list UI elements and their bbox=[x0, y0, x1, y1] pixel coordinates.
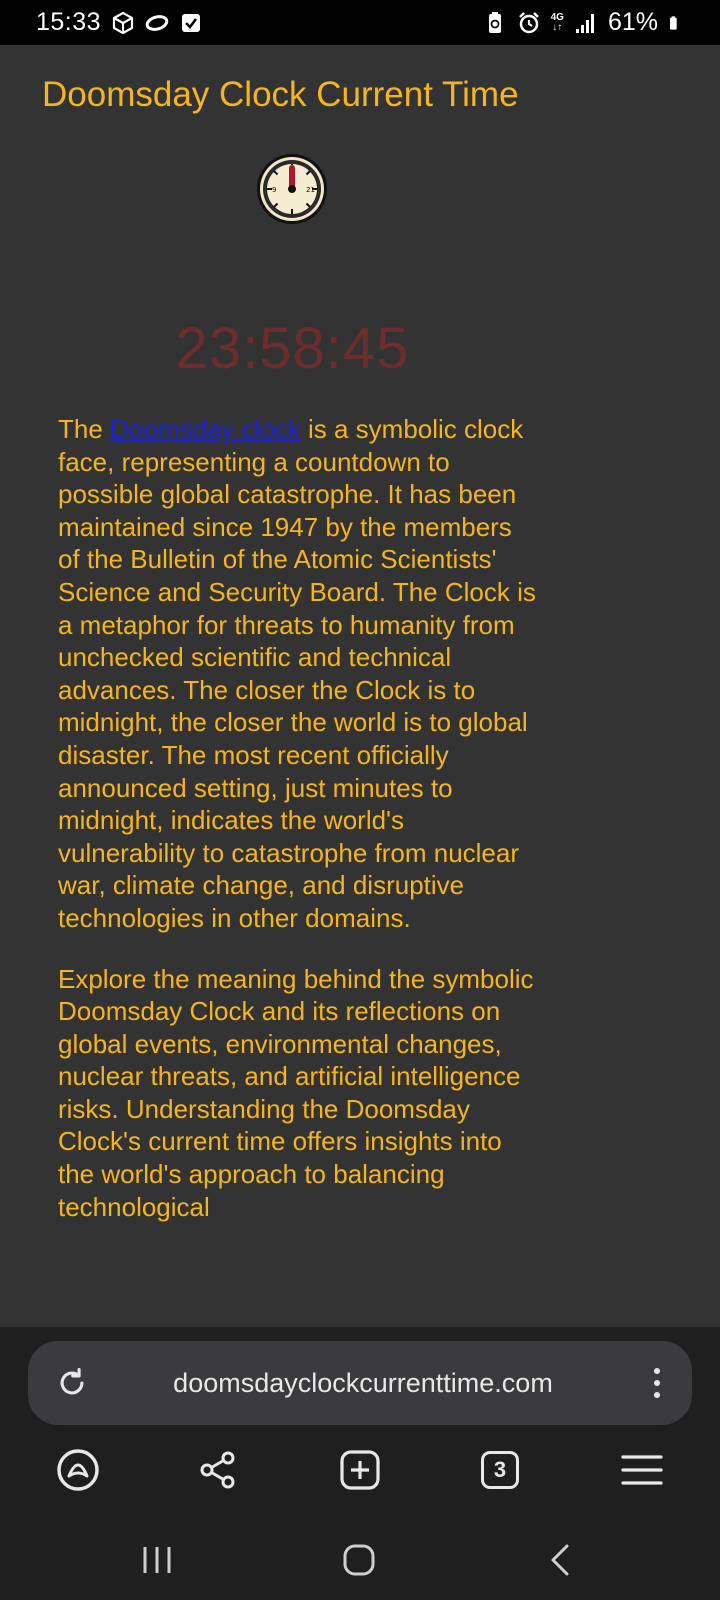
article-paragraph: The Doomsday clock is a symbolic clock face, representing a countdown to possible global catastrophe. It has been maintained since 1947 by the members of the Bulletin of the Atomic Scientists' Science and Security Board. The Clock is a metaphor for threats to humanity from unchecked scientific and technical advances. The closer the Clock is to midnight, the closer the world is to global disaster. The most recent officially announced setting, just minutes to midnight, indicates the world's vulnerability to catastrophe from nuclear war, climate change, and disruptive technologies in other domains. bbox=[58, 414, 536, 933]
status-left bbox=[36, 8, 203, 37]
svg-text:21: 21 bbox=[306, 186, 315, 194]
battery-percentage: 61% bbox=[607, 8, 658, 36]
recent-apps-button[interactable] bbox=[135, 1538, 179, 1582]
home-button[interactable] bbox=[337, 1538, 381, 1582]
battery-icon bbox=[668, 11, 684, 35]
signal-strength-icon bbox=[574, 11, 598, 35]
status-time: 15:33 bbox=[36, 8, 102, 36]
tabs-button[interactable] bbox=[475, 1445, 525, 1495]
share-icon bbox=[197, 1449, 239, 1491]
status-bar bbox=[0, 0, 720, 45]
share-button[interactable] bbox=[193, 1445, 243, 1495]
web-page[interactable] bbox=[0, 45, 720, 1327]
assistant-button[interactable] bbox=[53, 1445, 103, 1495]
network-type-icon: 4G ↓↑ bbox=[550, 11, 564, 33]
svg-text:9: 9 bbox=[272, 186, 277, 194]
back-button[interactable] bbox=[538, 1538, 582, 1582]
article-body bbox=[58, 413, 538, 1251]
menu-button[interactable] bbox=[617, 1445, 667, 1495]
url-field[interactable] bbox=[28, 1341, 692, 1425]
ring-icon bbox=[145, 11, 169, 35]
battery-saver-icon bbox=[483, 11, 507, 35]
back-chevron-icon bbox=[548, 1543, 572, 1577]
checkbox-notification-icon bbox=[179, 11, 203, 35]
more-options-button[interactable] bbox=[642, 1363, 672, 1403]
alarm-icon bbox=[517, 11, 541, 35]
home-icon bbox=[342, 1543, 376, 1577]
new-tab-button[interactable] bbox=[335, 1445, 385, 1495]
assistant-icon bbox=[56, 1448, 100, 1492]
cube-icon bbox=[111, 11, 135, 35]
reload-icon bbox=[55, 1366, 89, 1400]
page-title: Doomsday Clock Current Time bbox=[42, 75, 519, 114]
more-vertical-icon bbox=[652, 1366, 662, 1400]
recent-apps-icon bbox=[141, 1545, 173, 1575]
hamburger-menu-icon bbox=[621, 1453, 663, 1487]
reload-button[interactable] bbox=[52, 1363, 92, 1403]
url-text[interactable]: doomsdayclockcurrenttime.com bbox=[173, 1367, 553, 1398]
doomsday-clock-link[interactable]: Doomsday clock bbox=[110, 414, 301, 444]
browser-toolbar bbox=[0, 1427, 720, 1520]
browser-address-bar bbox=[0, 1327, 720, 1427]
status-right bbox=[483, 8, 684, 37]
tab-count: 3 bbox=[481, 1451, 519, 1489]
system-navigation-bar bbox=[0, 1520, 720, 1600]
doomsday-clock-logo-icon bbox=[256, 153, 328, 225]
article-paragraph: Explore the meaning behind the symbolic Doomsday Clock and its reflections on global events, environmental changes, nuclear threats, and artificial intelligence risks. Understanding the Doomsday Clock's current time offers insights into the world's approach to balancing technological bbox=[58, 963, 534, 1222]
add-icon bbox=[339, 1449, 381, 1491]
clock-time-display: 23:58:45 bbox=[175, 316, 410, 381]
